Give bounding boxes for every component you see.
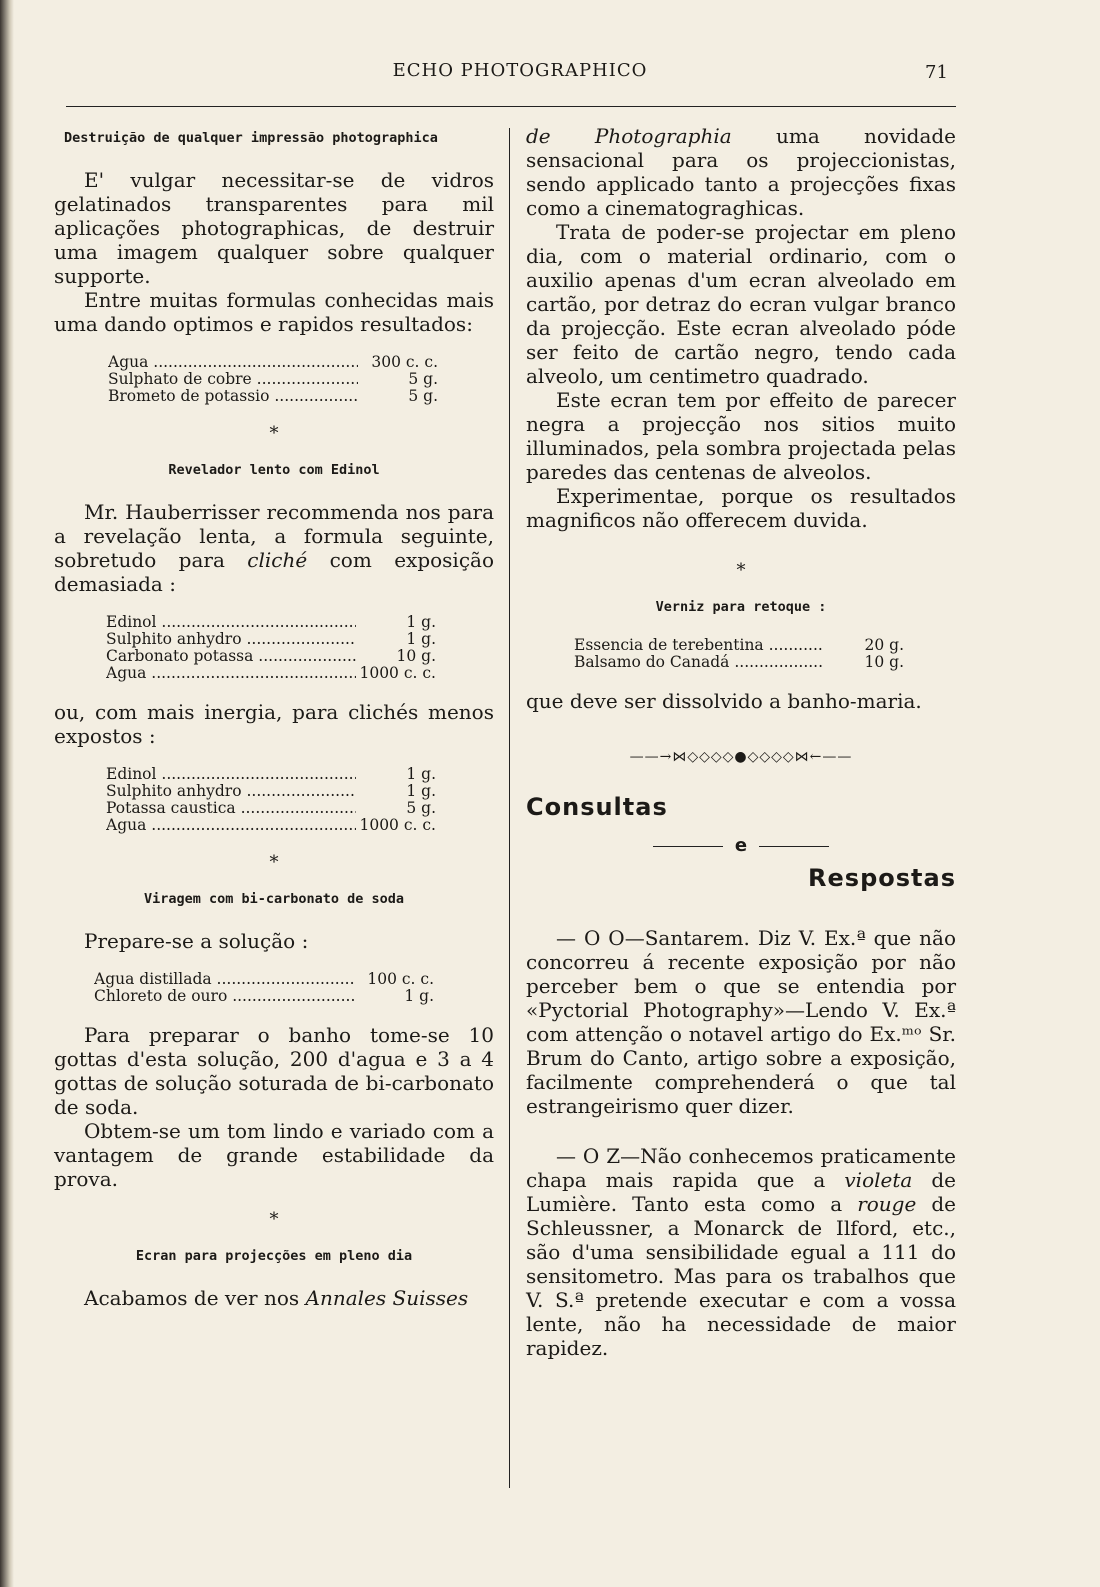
recipe-row: [108, 388, 438, 405]
section-title: Destruição de qualquer impressão photographica: [64, 130, 438, 146]
ingredient-name: Chloreto de ouro .....: [94, 988, 354, 1005]
recipe-row: [106, 817, 436, 834]
recipe-row: [106, 665, 436, 682]
ingredient-name: Sulphito anhydro .....: [106, 631, 356, 648]
recipe-row: [94, 988, 434, 1005]
ingredient-quantity: 1 g.: [406, 782, 436, 800]
section-title: Revelador lento com Edinol: [168, 462, 380, 478]
conjunction-line: e: [526, 835, 956, 856]
section-title: Verniz para retoque :: [655, 599, 827, 615]
paragraph: Prepare-se a solução :: [84, 929, 309, 953]
paragraph: Experimentae, porque os resultados magnificos não offerecem duvida.: [526, 484, 956, 532]
ingredient-name: Essencia de terebentina .....: [574, 637, 824, 654]
consultas-heading: Consultas: [526, 793, 668, 821]
answer-paragraph: — O O—Santarem. Diz V. Ex.ª que não concorreu á recente exposição por não perceber bem o que se entendia por «Pyctorial Photography»—Lendo V. Ex.ª com attenção o notavel artigo do Ex.ᵐᵒ Sr. Brum do Canto, artigo sobre a exposição, facilmente comprehenderá o que tal estrangeirismo quer dizer.: [526, 926, 956, 1118]
recipe-table: [106, 614, 436, 682]
ingredient-name: Brometo de potassio .....: [108, 388, 358, 405]
ingredient-name: Carbonato potassa .....: [106, 648, 356, 665]
left-column: [54, 124, 494, 1310]
recipe-table: [106, 766, 436, 834]
section-separator: *: [269, 423, 279, 444]
ingredient-quantity: 1 g.: [406, 630, 436, 648]
ingredient-quantity: 1 g.: [406, 765, 436, 783]
ingredient-name: Edinol .....: [106, 766, 356, 783]
ingredient-quantity: 20 g.: [864, 636, 904, 654]
recipe-row: [106, 648, 436, 665]
binding-shadow: [0, 0, 14, 1587]
section-separator: *: [736, 560, 746, 581]
recipe-row: [94, 971, 434, 988]
recipe-row: [106, 766, 436, 783]
ingredient-quantity: 5 g.: [406, 799, 436, 817]
recipe-table: [108, 354, 438, 405]
ingredient-name: Sulphato de cobre .....: [108, 371, 358, 388]
ingredient-name: Potassa caustica .....: [106, 800, 356, 817]
recipe-table: [574, 637, 904, 671]
paragraph: Acabamos de ver nos Annales Suisses: [84, 1286, 469, 1310]
column-divider: [509, 128, 510, 1488]
recipe-table: [94, 971, 434, 1005]
ingredient-quantity: 10 g.: [396, 647, 436, 665]
ingredient-name: Balsamo do Canadá .....: [574, 654, 824, 671]
paragraph: Trata de poder-se projectar em pleno dia, com o material ordinario, com o auxilio apenas d'um ecran alveolado em cartão, por detraz do ecran vulgar branco da projecção. Este ecran alveolado póde ser feito de cartão negro, tendo cada alveolo, um centimetro quadrado.: [526, 220, 956, 388]
recipe-row: [106, 783, 436, 800]
recipe-row: [574, 654, 904, 671]
section-separator: *: [269, 1209, 279, 1230]
ingredient-name: Edinol .....: [106, 614, 356, 631]
ingredient-name: Agua distillada .....: [94, 971, 354, 988]
right-column: [526, 124, 956, 1360]
paragraph: Mr. Hauberrisser recommenda nos para a revelação lenta, a formula seguinte, sobretudo para cliché com exposição demasiada :: [54, 500, 494, 596]
section-title: Ecran para projecções em pleno dia: [135, 1248, 413, 1264]
ingredient-quantity: 1 g.: [404, 987, 434, 1005]
recipe-row: [106, 631, 436, 648]
running-title: ECHO PHOTOGRAPHICO: [392, 60, 648, 81]
ingredient-quantity: 5 g.: [408, 370, 438, 388]
answer-paragraph: — O Z—Não conhecemos praticamente chapa mais rapida que a violeta de Lumière. Tanto esta como a rouge de Schleussner, a Monarck de Ilford, etc., são d'uma sensibilidade egual a 111 do sensitometro. Mas para os trabalhos que V. S.ª pretende executar e com a vossa lente, não ha necessidade de maior rapidez.: [526, 1144, 957, 1360]
paragraph: Para preparar o banho tome-se 10 gottas d'esta solução, 200 d'agua e 3 a 4 gottas de solução soturada de bi-carbonato de soda.: [54, 1023, 494, 1119]
page-number: 71: [925, 62, 948, 83]
paragraph: de Photographia uma novidade sensacional para os projeccionistas, sendo applicado tanto a projecções fixas como a cinematograghicas.: [526, 124, 957, 220]
recipe-row: [106, 614, 436, 631]
ingredient-name: Sulphito anhydro .....: [106, 783, 356, 800]
respostas-heading: Respostas: [808, 864, 956, 892]
paragraph: Entre muitas formulas conhecidas mais uma dando optimos e rapidos resultados:: [54, 288, 494, 336]
ingredient-name: Agua .....: [108, 354, 358, 371]
ingredient-quantity: 300 c. c.: [371, 353, 438, 371]
ingredient-name: Agua .....: [106, 665, 356, 682]
paragraph: Obtem-se um tom lindo e variado com a vantagem de grande estabilidade da prova.: [54, 1119, 494, 1191]
recipe-row: [108, 354, 438, 371]
ingredient-quantity: 1000 c. c.: [359, 816, 436, 834]
section-separator: *: [269, 852, 279, 873]
ingredient-quantity: 1000 c. c.: [359, 664, 436, 682]
paragraph: E' vulgar necessitar-se de vidros gelatinados transparentes para mil aplicações photographicas, de destruir uma imagem qualquer sobre qualquer supporte.: [54, 168, 494, 288]
recipe-row: [108, 371, 438, 388]
section-title: Viragem com bi-carbonato de soda: [143, 891, 405, 907]
ingredient-name: Agua .....: [106, 817, 356, 834]
ornamental-divider: ——→⋈◇◇◇◇●◇◇◇◇⋈←——: [629, 749, 853, 765]
ingredient-quantity: 10 g.: [864, 653, 904, 671]
ingredient-quantity: 5 g.: [408, 387, 438, 405]
ingredient-quantity: 100 c. c.: [367, 970, 434, 988]
recipe-row: [574, 637, 904, 654]
paragraph: Este ecran tem por effeito de parecer negra a projecção nos sitios muito illuminados, pela sombra projectada pelas paredes das centenas de alveolos.: [526, 388, 956, 484]
ingredient-quantity: 1 g.: [406, 613, 436, 631]
paragraph: ou, com mais inergia, para clichés menos expostos :: [54, 700, 494, 748]
header-rule: [66, 106, 956, 107]
paragraph: que deve ser dissolvido a banho-maria.: [526, 689, 922, 713]
recipe-row: [106, 800, 436, 817]
